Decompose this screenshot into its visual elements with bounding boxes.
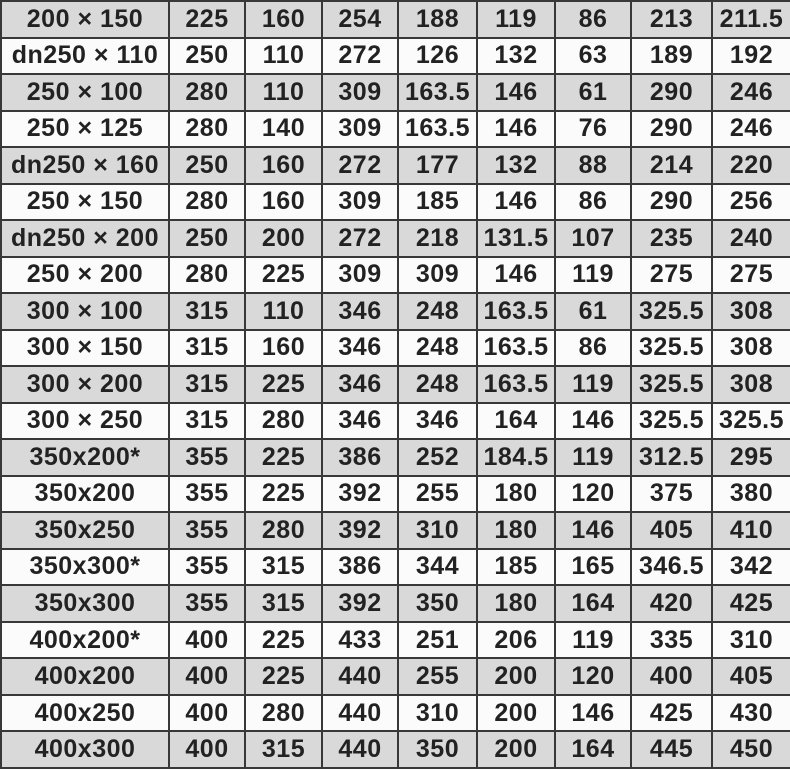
size-cell: 350x300 (1, 585, 169, 622)
table-row (1, 439, 790, 476)
value-cell: 440 (322, 695, 398, 732)
value-cell: 140 (245, 111, 322, 148)
value-cell: 110 (245, 74, 322, 111)
value-cell: 290 (631, 184, 712, 221)
value-cell: 280 (245, 512, 322, 549)
value-cell: 275 (631, 257, 712, 294)
value-cell: 211.5 (712, 1, 790, 38)
value-cell: 206 (477, 622, 555, 659)
value-cell: 355 (169, 512, 245, 549)
value-cell: 425 (712, 585, 790, 622)
value-cell: 400 (631, 658, 712, 695)
value-cell: 184.5 (477, 439, 555, 476)
value-cell: 290 (631, 74, 712, 111)
value-cell: 164 (477, 403, 555, 440)
value-cell: 177 (398, 147, 477, 184)
value-cell: 61 (555, 293, 631, 330)
table-row (1, 74, 790, 111)
table-row (1, 147, 790, 184)
table-row (1, 330, 790, 367)
value-cell: 425 (631, 695, 712, 732)
size-cell: 300 × 100 (1, 293, 169, 330)
value-cell: 433 (322, 622, 398, 659)
table-body (1, 1, 790, 768)
value-cell: 146 (555, 695, 631, 732)
value-cell: 255 (398, 476, 477, 513)
value-cell: 405 (712, 658, 790, 695)
value-cell: 163.5 (398, 111, 477, 148)
value-cell: 120 (555, 476, 631, 513)
value-cell: 272 (322, 220, 398, 257)
value-cell: 160 (245, 1, 322, 38)
value-cell: 76 (555, 111, 631, 148)
size-cell: 250 × 200 (1, 257, 169, 294)
value-cell: 200 (477, 731, 555, 768)
value-cell: 450 (712, 731, 790, 768)
value-cell: 86 (555, 1, 631, 38)
value-cell: 225 (245, 366, 322, 403)
value-cell: 325.5 (631, 403, 712, 440)
value-cell: 225 (245, 658, 322, 695)
value-cell: 160 (245, 330, 322, 367)
value-cell: 386 (322, 549, 398, 586)
value-cell: 220 (712, 147, 790, 184)
value-cell: 386 (322, 439, 398, 476)
value-cell: 309 (322, 257, 398, 294)
value-cell: 440 (322, 658, 398, 695)
value-cell: 346 (322, 366, 398, 403)
value-cell: 119 (555, 366, 631, 403)
value-cell: 160 (245, 147, 322, 184)
table-row (1, 549, 790, 586)
size-cell: 350x300* (1, 549, 169, 586)
value-cell: 310 (712, 622, 790, 659)
value-cell: 346 (322, 330, 398, 367)
table-row (1, 366, 790, 403)
size-cell: 300 × 150 (1, 330, 169, 367)
size-cell: 250 × 150 (1, 184, 169, 221)
value-cell: 346 (398, 403, 477, 440)
value-cell: 325.5 (631, 366, 712, 403)
value-cell: 163.5 (477, 366, 555, 403)
value-cell: 325.5 (631, 330, 712, 367)
value-cell: 254 (322, 1, 398, 38)
table-row (1, 184, 790, 221)
size-cell: 400x200 (1, 658, 169, 695)
value-cell: 310 (398, 512, 477, 549)
value-cell: 225 (245, 622, 322, 659)
size-cell: 400x200* (1, 622, 169, 659)
value-cell: 61 (555, 74, 631, 111)
value-cell: 185 (398, 184, 477, 221)
size-cell: dn250 × 200 (1, 220, 169, 257)
value-cell: 163.5 (477, 293, 555, 330)
value-cell: 280 (169, 184, 245, 221)
size-cell: 350x250 (1, 512, 169, 549)
value-cell: 400 (169, 731, 245, 768)
value-cell: 252 (398, 439, 477, 476)
value-cell: 400 (169, 695, 245, 732)
value-cell: 350 (398, 585, 477, 622)
value-cell: 86 (555, 184, 631, 221)
value-cell: 430 (712, 695, 790, 732)
value-cell: 180 (477, 476, 555, 513)
size-cell: 300 × 200 (1, 366, 169, 403)
value-cell: 107 (555, 220, 631, 257)
value-cell: 272 (322, 147, 398, 184)
value-cell: 86 (555, 330, 631, 367)
value-cell: 225 (245, 439, 322, 476)
value-cell: 146 (477, 111, 555, 148)
value-cell: 280 (245, 403, 322, 440)
table-row (1, 1, 790, 38)
value-cell: 355 (169, 476, 245, 513)
value-cell: 240 (712, 220, 790, 257)
value-cell: 325.5 (712, 403, 790, 440)
value-cell: 346 (322, 403, 398, 440)
size-cell: 250 × 100 (1, 74, 169, 111)
value-cell: 246 (712, 74, 790, 111)
value-cell: 380 (712, 476, 790, 513)
value-cell: 400 (169, 622, 245, 659)
value-cell: 280 (245, 695, 322, 732)
value-cell: 355 (169, 439, 245, 476)
value-cell: 309 (322, 74, 398, 111)
table-row (1, 38, 790, 75)
value-cell: 309 (322, 184, 398, 221)
value-cell: 445 (631, 731, 712, 768)
value-cell: 355 (169, 585, 245, 622)
value-cell: 342 (712, 549, 790, 586)
value-cell: 344 (398, 549, 477, 586)
size-cell: 250 × 125 (1, 111, 169, 148)
value-cell: 110 (245, 38, 322, 75)
value-cell: 375 (631, 476, 712, 513)
value-cell: 200 (477, 695, 555, 732)
value-cell: 315 (245, 585, 322, 622)
value-cell: 180 (477, 512, 555, 549)
value-cell: 132 (477, 38, 555, 75)
table-row (1, 476, 790, 513)
value-cell: 251 (398, 622, 477, 659)
value-cell: 119 (555, 439, 631, 476)
table-row (1, 403, 790, 440)
size-cell: dn250 × 160 (1, 147, 169, 184)
value-cell: 180 (477, 585, 555, 622)
value-cell: 310 (398, 695, 477, 732)
value-cell: 132 (477, 147, 555, 184)
value-cell: 295 (712, 439, 790, 476)
size-cell: 350x200* (1, 439, 169, 476)
table-row (1, 695, 790, 732)
value-cell: 420 (631, 585, 712, 622)
table-row (1, 622, 790, 659)
value-cell: 392 (322, 512, 398, 549)
value-cell: 250 (169, 147, 245, 184)
value-cell: 119 (555, 622, 631, 659)
value-cell: 188 (398, 1, 477, 38)
value-cell: 146 (555, 403, 631, 440)
value-cell: 392 (322, 476, 398, 513)
value-cell: 200 (245, 220, 322, 257)
value-cell: 110 (245, 293, 322, 330)
value-cell: 325.5 (631, 293, 712, 330)
value-cell: 192 (712, 38, 790, 75)
value-cell: 280 (169, 74, 245, 111)
value-cell: 225 (245, 257, 322, 294)
value-cell: 309 (322, 111, 398, 148)
value-cell: 248 (398, 330, 477, 367)
value-cell: 119 (477, 1, 555, 38)
value-cell: 120 (555, 658, 631, 695)
value-cell: 308 (712, 330, 790, 367)
value-cell: 248 (398, 293, 477, 330)
value-cell: 218 (398, 220, 477, 257)
value-cell: 440 (322, 731, 398, 768)
value-cell: 275 (712, 257, 790, 294)
value-cell: 308 (712, 293, 790, 330)
value-cell: 146 (477, 74, 555, 111)
value-cell: 315 (245, 549, 322, 586)
value-cell: 250 (169, 220, 245, 257)
value-cell: 255 (398, 658, 477, 695)
value-cell: 225 (245, 476, 322, 513)
value-cell: 146 (477, 257, 555, 294)
value-cell: 126 (398, 38, 477, 75)
value-cell: 214 (631, 147, 712, 184)
size-cell: 300 × 250 (1, 403, 169, 440)
value-cell: 308 (712, 366, 790, 403)
value-cell: 290 (631, 111, 712, 148)
value-cell: 160 (245, 184, 322, 221)
value-cell: 392 (322, 585, 398, 622)
size-cell: 350x200 (1, 476, 169, 513)
value-cell: 163.5 (477, 330, 555, 367)
value-cell: 88 (555, 147, 631, 184)
value-cell: 164 (555, 731, 631, 768)
value-cell: 315 (169, 403, 245, 440)
table-row (1, 512, 790, 549)
value-cell: 315 (169, 293, 245, 330)
value-cell: 315 (245, 731, 322, 768)
value-cell: 312.5 (631, 439, 712, 476)
value-cell: 131.5 (477, 220, 555, 257)
value-cell: 185 (477, 549, 555, 586)
value-cell: 315 (169, 330, 245, 367)
value-cell: 63 (555, 38, 631, 75)
value-cell: 225 (169, 1, 245, 38)
value-cell: 250 (169, 38, 245, 75)
value-cell: 335 (631, 622, 712, 659)
value-cell: 315 (169, 366, 245, 403)
value-cell: 164 (555, 585, 631, 622)
value-cell: 346 (322, 293, 398, 330)
value-cell: 410 (712, 512, 790, 549)
value-cell: 272 (322, 38, 398, 75)
table-row (1, 293, 790, 330)
size-cell: 400x250 (1, 695, 169, 732)
value-cell: 189 (631, 38, 712, 75)
value-cell: 346.5 (631, 549, 712, 586)
table-row (1, 731, 790, 768)
value-cell: 146 (555, 512, 631, 549)
value-cell: 256 (712, 184, 790, 221)
value-cell: 405 (631, 512, 712, 549)
value-cell: 280 (169, 257, 245, 294)
value-cell: 246 (712, 111, 790, 148)
value-cell: 248 (398, 366, 477, 403)
value-cell: 146 (477, 184, 555, 221)
table-row (1, 220, 790, 257)
value-cell: 165 (555, 549, 631, 586)
value-cell: 163.5 (398, 74, 477, 111)
value-cell: 309 (398, 257, 477, 294)
value-cell: 200 (477, 658, 555, 695)
value-cell: 355 (169, 549, 245, 586)
value-cell: 280 (169, 111, 245, 148)
value-cell: 350 (398, 731, 477, 768)
size-cell: 200 × 150 (1, 1, 169, 38)
value-cell: 119 (555, 257, 631, 294)
size-cell: dn250 × 110 (1, 38, 169, 75)
size-cell: 400x300 (1, 731, 169, 768)
table-row (1, 111, 790, 148)
value-cell: 213 (631, 1, 712, 38)
table-row (1, 257, 790, 294)
value-cell: 235 (631, 220, 712, 257)
value-cell: 400 (169, 658, 245, 695)
table-row (1, 658, 790, 695)
table-row (1, 585, 790, 622)
